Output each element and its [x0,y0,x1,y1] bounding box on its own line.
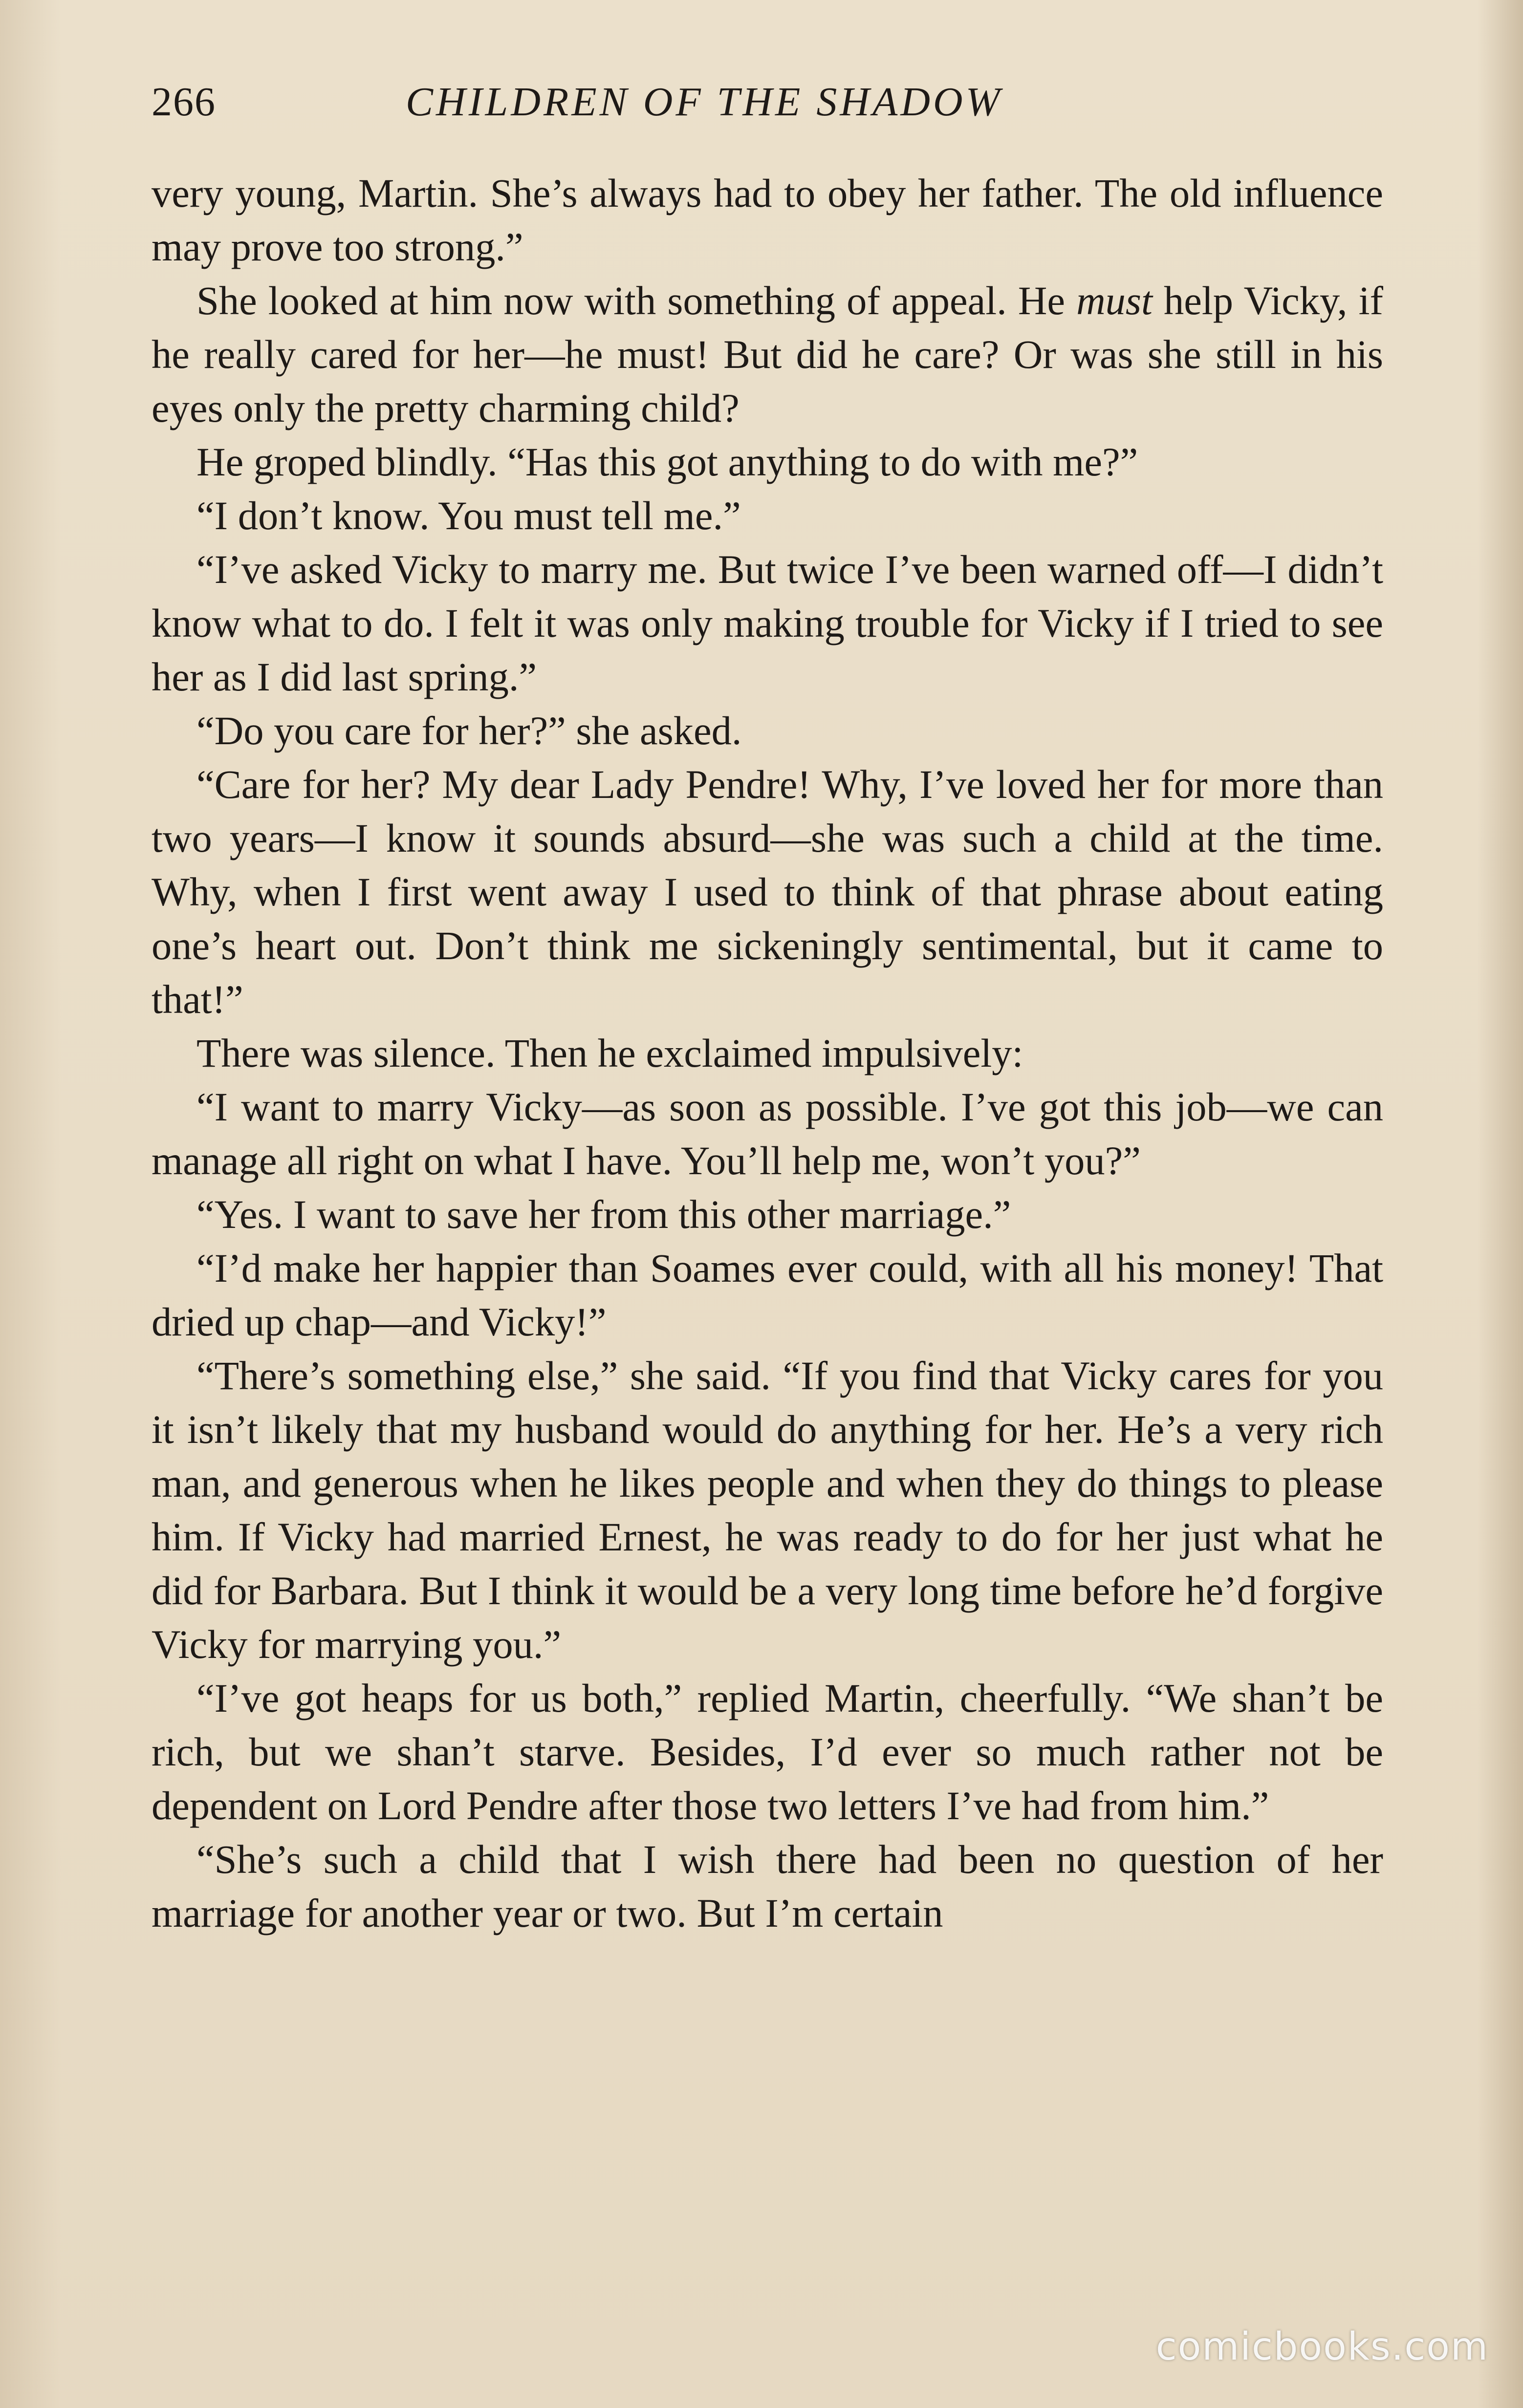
paragraph: There was silence. Then he exclaimed impulsively: [196,1031,1023,1075]
paragraph: “I’d make her happier than Soames ever could, with all his money! That dried up chap—and Vicky!” [152,1246,1383,1344]
page-header [152,78,1393,147]
paragraph: He groped blindly. “Has this got anything to do with me?” [196,439,1138,484]
paragraph: “I want to marry Vicky—as soon as possible. I’ve got this job—we can manage all right on what I have. You’ll help me, won’t you?” [152,1084,1383,1183]
paragraph: very young, Martin. She’s always had to obey her father. The old influence may prove too strong.” [152,171,1383,269]
paragraph: “I’ve got heaps for us both,” replied Martin, cheerfully. “We shan’t be rich, but we shan’t starve. Besides, I’d ever so much rather not be dependent on Lord Pendre after those two letters I’ve had from him.” [152,1676,1383,1828]
body-text [152,166,1383,1940]
paragraph: “There’s something else,” she said. “If you find that Vicky cares for you it isn’t likely that my husband would do anything for her. He’s a very rich man, and generous when he likes people and when they do things to please him. If Vicky had married Ernest, he was ready to do for her just what he did for Barbara. But I think it would be a very long time before he’d forgive Vicky for marrying you.” [152,1353,1383,1667]
watermark: comicbooks.com [1155,2325,1489,2369]
paragraph: “I don’t know. You must tell me.” [196,493,741,538]
running-head: CHILDREN OF THE SHADOW [406,79,1003,125]
paragraph: “Do you care for her?” she asked. [196,708,742,753]
page-number: 266 [152,79,216,125]
paragraph: “She’s such a child that I wish there had been no question of her marriage for another year or two. But I’m certain [152,1837,1383,1935]
paragraph: “I’ve asked Vicky to marry me. But twice I’ve been warned off—I didn’t know what to do. I felt it was only making trouble for Vicky if I tried to see her as I did last spring.” [152,547,1383,699]
paragraph: “Care for her? My dear Lady Pendre! Why, I’ve loved her for more than two years—I know it sounds absurd—she was such a child at the time. Why, when I first went away I used to think of that phrase about eating one’s heart out. Don’t think me sickeningly sentimental, but it came to that!” [152,762,1383,1022]
emphasis: must [1076,278,1153,323]
paragraph: She looked at him now with something of appeal. He must help Vicky, if he really cared for her—he must! But did he care? Or was she still in his eyes only the pretty charming child? [152,278,1383,430]
paragraph: “Yes. I want to save her from this other marriage.” [196,1192,1011,1237]
